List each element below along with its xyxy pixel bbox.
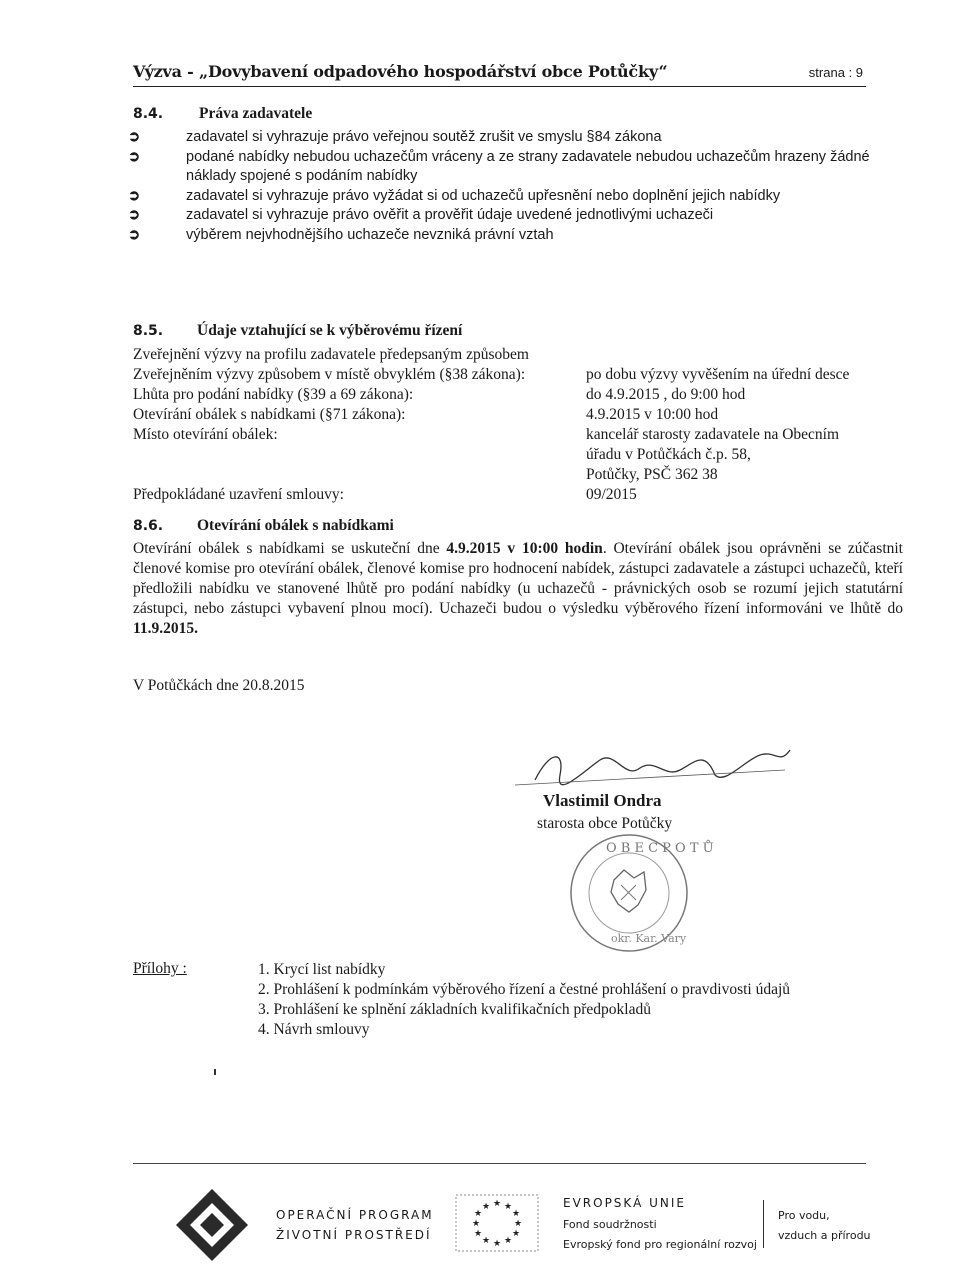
svg-text:★: ★ xyxy=(473,1209,483,1219)
svg-text:★: ★ xyxy=(511,1229,521,1239)
arrow-bullet-icon: ➲ xyxy=(128,226,141,243)
attachments-label: Přílohy : xyxy=(133,960,187,977)
official-stamp xyxy=(566,830,714,956)
section-title: Údaje vztahující se k výběrovému řízení xyxy=(197,322,463,339)
svg-text:★: ★ xyxy=(503,1236,513,1246)
eu-flag-icon xyxy=(455,1194,539,1252)
list-item: ➲ podané nabídky nebudou uchazečům vráceny a ze strany zadavatele nebudou uchazečům hrazeny žádné náklady spojené s podáním nabídky xyxy=(128,148,870,184)
header-divider xyxy=(133,86,866,87)
document-title: Výzva - „Dovybavení odpadového hospodářství obce Potůčky“ xyxy=(133,62,668,81)
svg-text:★: ★ xyxy=(481,1202,491,1212)
rights-list xyxy=(128,128,908,245)
info-row: Potůčky, PSČ 362 38 xyxy=(586,466,718,483)
list-item: ➲ výběrem nejvhodnějšího uchazeče nevzniká právní vztah xyxy=(128,226,908,246)
regional-fund: Evropský fond pro regionální rozvoj xyxy=(563,1238,757,1251)
svg-text:★: ★ xyxy=(503,1202,513,1212)
section-number: 8.5. xyxy=(133,323,164,339)
section-85-heading xyxy=(133,322,462,340)
section-84-heading xyxy=(133,105,312,123)
opening-paragraph: Otevírání obálek s nabídkami se uskuteční dne 4.9.2015 v 10:00 hodin. Otevírání obálek jsou oprávněni se zúčastnit členové komise pro otevírání obálek, členové komise pro hodnocení nabídek, zástupci zadavatele a zástupci uchazečů, kteří předložili nabídku ve stanovené lhůtě pro podání nabídky (u uchazečů - právnických osob se rozumí jejich statutární zástupci, nebo zástupci vybavení plnou mocí). Uchazeči budou o výsledku výběrového řízení informováni ve lhůtě do 11.9.2015. xyxy=(133,540,903,637)
svg-text:★: ★ xyxy=(513,1219,523,1229)
svg-text:★: ★ xyxy=(492,1239,502,1249)
svg-text:okr. Kar. Vary: okr. Kar. Vary xyxy=(611,932,687,945)
date-line: V Potůčkách dne 20.8.2015 xyxy=(133,677,305,694)
attachments-list xyxy=(258,960,790,1040)
info-row: Místo otevírání obálek: kancelář starosty zadavatele na Obecním xyxy=(133,426,840,443)
stray-mark xyxy=(214,1069,216,1075)
slogan: Pro vodu, vzduch a přírodu xyxy=(778,1209,871,1242)
list-item: ➲ zadavatel si vyhrazuje právo vyžádat si od uchazečů upřesnění nebo doplnění jejich nabídky xyxy=(128,187,908,207)
info-row: Otevírání obálek s nabídkami (§71 zákona): 4.9.2015 v 10:00 hod xyxy=(133,406,719,423)
svg-text:★: ★ xyxy=(492,1199,502,1209)
info-row: úřadu v Potůčkách č.p. 58, xyxy=(586,446,751,463)
section-title: Práva zadavatele xyxy=(199,105,313,122)
info-row: Zveřejněním výzvy způsobem v místě obvyklém (§38 zákona): po dobu výzvy vyvěšením na úřední desce xyxy=(133,366,850,383)
arrow-bullet-icon: ➲ xyxy=(128,129,141,145)
list-item: ➲ zadavatel si vyhrazuje právo veřejnou soutěž zrušit ve smyslu §84 zákona xyxy=(128,128,908,148)
section-86-heading xyxy=(133,517,394,535)
arrow-bullet-icon: ➲ xyxy=(128,187,141,204)
signatory-role: starosta obce Potůčky xyxy=(537,815,673,832)
list-item: 1. Krycí list nabídky xyxy=(258,961,386,978)
page-number: strana : 9 xyxy=(808,65,863,80)
info-row: Lhůta pro podání nabídky (§39 a 69 zákona): do 4.9.2015 , do 9:00 hod xyxy=(133,386,746,403)
op-program-text: OPERAČNÍ PROGRAM ŽIVOTNÍ PROSTŘEDÍ xyxy=(276,1208,434,1242)
svg-text:★: ★ xyxy=(473,1229,483,1239)
list-item: ➲ zadavatel si vyhrazuje právo ověřit a prověřit údaje uvedené jednotlivými uchazeči xyxy=(128,206,908,226)
arrow-bullet-icon: ➲ xyxy=(128,207,141,223)
list-item: 2. Prohlášení k podmínkám výběrového řízení a čestné prohlášení o pravdivosti údajů xyxy=(258,981,791,998)
footer-divider xyxy=(133,1163,866,1164)
section-number: 8.4. xyxy=(133,106,164,122)
svg-text:★: ★ xyxy=(481,1236,491,1246)
svg-text:O B E C P O T Ů: O B E C P O T Ů xyxy=(606,841,714,856)
section-title: Otevírání obálek s nabídkami xyxy=(197,517,394,534)
op-zp-logo-icon xyxy=(172,1185,252,1265)
info-row: Předpokládané uzavření smlouvy: 09/2015 xyxy=(133,486,637,503)
tender-info-table xyxy=(133,345,893,505)
signatory-name: Vlastimil Ondra xyxy=(543,791,662,810)
eu-title: EVROPSKÁ UNIE xyxy=(563,1196,686,1210)
svg-text:★: ★ xyxy=(511,1209,521,1219)
section-number: 8.6. xyxy=(133,518,164,534)
arrow-bullet-icon: ➲ xyxy=(128,148,141,165)
footer-separator xyxy=(763,1200,764,1248)
cohesion-fund: Fond soudržnosti xyxy=(563,1218,657,1231)
info-intro: Zveřejnění výzvy na profilu zadavatele předepsaným způsobem xyxy=(133,346,529,363)
svg-text:★: ★ xyxy=(471,1219,481,1229)
list-item: 4. Návrh smlouvy xyxy=(258,1021,370,1038)
list-item: 3. Prohlášení ke splnění základních kvalifikačních předpokladů xyxy=(258,1001,651,1018)
